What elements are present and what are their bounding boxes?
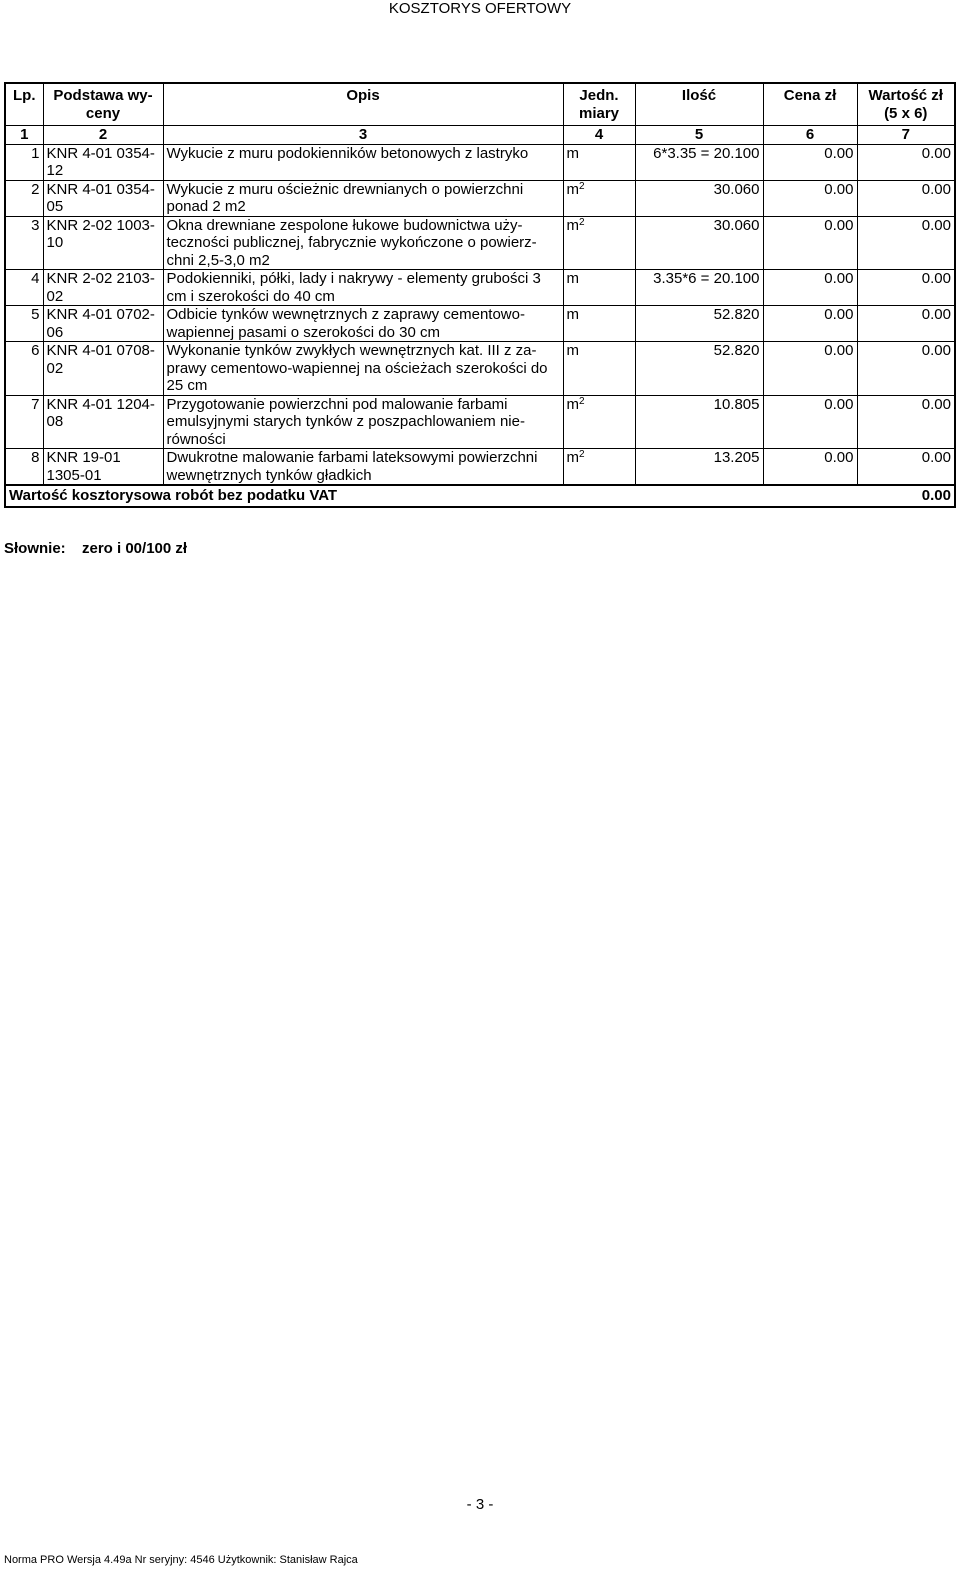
footer-info: Norma PRO Wersja 4.49a Nr seryjny: 4546 Użytkownik: Stanisław Rajca [4, 1554, 358, 1566]
column-number: 5 [635, 126, 763, 145]
row-basis: KNR 4-01 0354-05 [43, 180, 163, 216]
unit-superscript: 2 [579, 395, 585, 407]
column-number: 3 [163, 126, 563, 145]
row-lp: 3 [5, 216, 43, 270]
table-row [5, 342, 955, 396]
column-number: 4 [563, 126, 635, 145]
row-description: Wykonanie tynków zwykłych wewnętrznych kat. III z za-prawy cementowo-wapiennej na ościeżach szerokości do 25 cm [163, 342, 563, 396]
column-number: 7 [857, 126, 955, 145]
row-price: 0.00 [763, 306, 857, 342]
row-description: Podokienniki, półki, lady i nakrywy - elementy grubości 3 cm i szerokości do 40 cm [163, 270, 563, 306]
row-basis: KNR 4-01 0354-12 [43, 144, 163, 180]
row-unit [563, 144, 635, 180]
header-row [5, 83, 955, 126]
column-number: 1 [5, 126, 43, 145]
unit-text: m [566, 180, 579, 198]
row-basis: KNR 2-02 1003-10 [43, 216, 163, 270]
unit-text: m [566, 395, 579, 413]
row-basis: KNR 19-01 1305-01 [43, 449, 163, 486]
row-unit [563, 395, 635, 449]
row-description: Przygotowanie powierzchni pod malowanie farbami emulsyjnymi starych tynków z poszpachlowaniem nie-równości [163, 395, 563, 449]
row-unit [563, 449, 635, 486]
row-value: 0.00 [857, 395, 955, 449]
row-basis: KNR 4-01 0702-06 [43, 306, 163, 342]
unit-text: m [566, 306, 579, 323]
row-lp: 7 [5, 395, 43, 449]
row-unit [563, 306, 635, 342]
unit-text: m [566, 449, 579, 466]
row-lp: 1 [5, 144, 43, 180]
unit-superscript: 2 [579, 216, 585, 228]
unit-text: m [566, 342, 579, 359]
table-row [5, 395, 955, 449]
column-number: 2 [43, 126, 163, 145]
row-value: 0.00 [857, 342, 955, 396]
amount-in-words-value: zero i 00/100 zł [82, 540, 188, 557]
header-value: Wartość zł (5 x 6) [868, 87, 943, 122]
row-value: 0.00 [857, 216, 955, 270]
items-body [5, 144, 955, 485]
unit-text: m [566, 270, 579, 287]
unit-text: m [566, 144, 579, 162]
total-label: Wartość kosztorysowa robót bez podatku VAT [5, 485, 857, 507]
row-basis: KNR 4-01 1204-08 [43, 395, 163, 449]
row-lp: 8 [5, 449, 43, 486]
row-quantity: 6*3.35 = 20.100 [635, 144, 763, 180]
row-basis: KNR 2-02 2103-02 [43, 270, 163, 306]
row-basis: KNR 4-01 0708-02 [43, 342, 163, 396]
row-description: Dwukrotne malowanie farbami lateksowymi powierzchni wewnętrznych tynków gładkich [163, 449, 563, 486]
cost-estimate-table [4, 82, 956, 508]
row-price: 0.00 [763, 449, 857, 486]
row-description: Wykucie z muru podokienników betonowych z lastryko [163, 144, 563, 180]
table-row [5, 306, 955, 342]
row-quantity: 30.060 [635, 216, 763, 270]
header-price: Cena zł [763, 83, 857, 126]
row-quantity: 13.205 [635, 449, 763, 486]
row-unit [563, 216, 635, 270]
row-unit [563, 180, 635, 216]
amount-in-words-label: Słownie: [4, 540, 66, 557]
row-value: 0.00 [857, 270, 955, 306]
unit-text: m [566, 216, 579, 234]
row-quantity: 30.060 [635, 180, 763, 216]
row-lp: 4 [5, 270, 43, 306]
row-description: Odbicie tynków wewnętrznych z zaprawy cementowo-wapiennej pasami o szerokości do 30 cm [163, 306, 563, 342]
row-price: 0.00 [763, 180, 857, 216]
unit-superscript: 2 [579, 449, 585, 460]
header-basis: Podstawa wy-ceny [43, 83, 163, 126]
row-value: 0.00 [857, 180, 955, 216]
row-unit [563, 342, 635, 396]
row-price: 0.00 [763, 144, 857, 180]
unit-superscript: 2 [579, 180, 585, 192]
row-value: 0.00 [857, 144, 955, 180]
column-number: 6 [763, 126, 857, 145]
row-price: 0.00 [763, 342, 857, 396]
header-lp: Lp. [5, 83, 43, 126]
page-number: - 3 - [466, 1496, 494, 1513]
table-row [5, 144, 955, 180]
table-row [5, 180, 955, 216]
row-value: 0.00 [857, 306, 955, 342]
row-lp: 2 [5, 180, 43, 216]
row-quantity: 52.820 [635, 306, 763, 342]
row-price: 0.00 [763, 395, 857, 449]
table-row [5, 216, 955, 270]
row-unit [563, 270, 635, 306]
row-price: 0.00 [763, 216, 857, 270]
header-unit: Jedn. miary [563, 83, 635, 126]
total-row [5, 485, 955, 507]
row-lp: 6 [5, 342, 43, 396]
column-number-row [5, 126, 955, 145]
table-row [5, 270, 955, 306]
row-description: Wykucie z muru ościeżnic drewnianych o powierzchni ponad 2 m2 [163, 180, 563, 216]
amount-in-words [4, 540, 187, 557]
row-price: 0.00 [763, 270, 857, 306]
row-quantity: 10.805 [635, 395, 763, 449]
row-quantity: 3.35*6 = 20.100 [635, 270, 763, 306]
total-value: 0.00 [857, 485, 955, 507]
row-quantity: 52.820 [635, 342, 763, 396]
table-row [5, 449, 955, 486]
row-description: Okna drewniane zespolone łukowe budownictwa uży-teczności publicznej, fabrycznie wykończone o powierz-chni 2,5-3,0 m2 [163, 216, 563, 270]
document-title: KOSZTORYS OFERTOWY [388, 0, 572, 17]
header-description: Opis [163, 83, 563, 126]
header-quantity: Ilość [635, 83, 763, 126]
row-lp: 5 [5, 306, 43, 342]
row-value: 0.00 [857, 449, 955, 486]
